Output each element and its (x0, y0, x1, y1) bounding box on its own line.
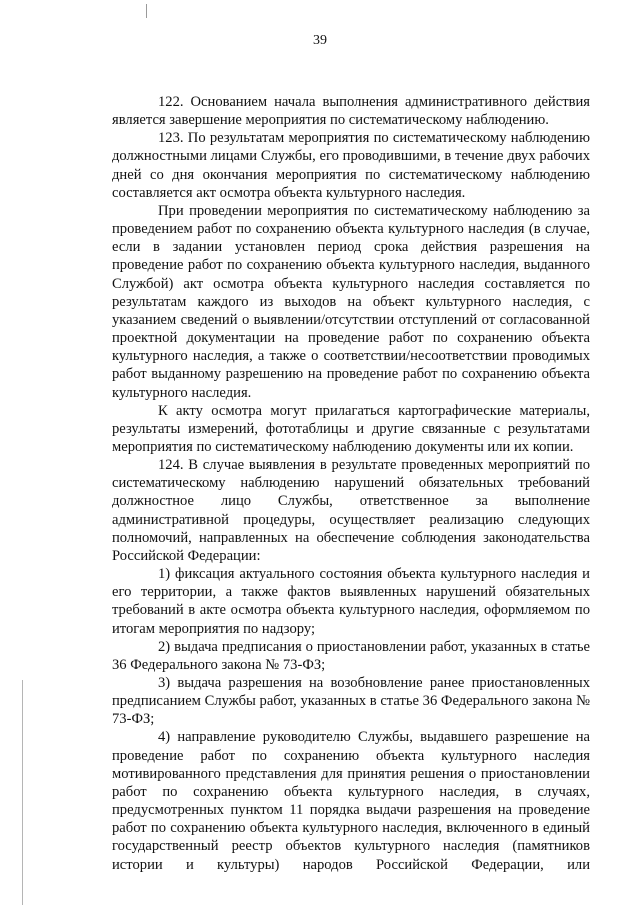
list-item-1: 1) фиксация актуального состояния объекта культурного наследия и его территории, а также фактов выявленных нарушений обязательных требований в акте осмотра объекта культурного наследия, оформляемом по итогам мероприятия по надзору; (112, 566, 590, 637)
scan-mark-top (146, 4, 147, 18)
list-item-3: 3) выдача разрешения на возобновление ранее приостановленных предписанием Службы работ, указанных в статье 36 Федерального закона № 73-ФЗ; (112, 675, 590, 728)
paragraph-systematic-observation: При проведении мероприятия по систематическому наблюдению за проведением работ по сохранению объекта культурного наследия (в случае, если в задании установлен период срока действия разрешения на проведение работ по сохранению объекта культурного наследия, выданного Службой) акт осмотра объекта культурного наследия составляется по результатам каждого из выходов на объект культурного наследия, с указанием сведений о выявлении/отсутствии отступлений от согласованной проектной документации на проведение работ по сохранению объекта культурного наследия, а также о соответствии/несоответствии проводимых работ выданному разрешению на проведение работ по сохранению объекта культурного наследия. (112, 202, 590, 401)
paragraph-122: 122. Основанием начала выполнения административного действия является завершение мероприятия по систематическому наблюдению. (112, 94, 590, 129)
paragraph-124: 124. В случае выявления в результате проведенных мероприятий по систематическому наблюдению нарушений обязательных требований должностное лицо Службы, ответственное за выполнение административной процедуры, осуществляет реализацию следующих полномочий, направленных на обеспечение соблюдения законодательства Российской Федерации: (112, 457, 590, 564)
paragraph-123: 123. По результатам мероприятия по систематическому наблюдению должностными лицами Службы, его проводившими, в течение двух рабочих дней со дня окончания мероприятия по систематическому наблюдению составляется акт осмотра объекта культурного наследия. (112, 130, 590, 201)
list-item-2: 2) выдача предписания о приостановлении работ, указанных в статье 36 Федерального закона № 73-ФЗ; (112, 638, 590, 673)
scan-mark-left (22, 680, 23, 905)
page-number: 39 (313, 33, 327, 48)
list-item-4: 4) направление руководителю Службы, выдавшего разрешение на проведение работ по сохранению объекта культурного наследия мотивированного представления для принятия решения о приостановлении работ по сохранению объекта культурного наследия, в случаях, предусмотренных пунктом 11 порядка выдачи разрешения на проведение работ по сохранению объекта культурного наследия, включенного в единый государственный реестр объектов культурного наследия (памятников истории и культуры) народов Российской Федерации, или (112, 729, 590, 873)
document-body (112, 93, 590, 874)
paragraph-inspection-attachments: К акту осмотра могут прилагаться картографические материалы, результаты измерений, фототаблицы и другие связанные с результатами мероприятия по систематическому наблюдению документы или их копии. (112, 402, 590, 455)
